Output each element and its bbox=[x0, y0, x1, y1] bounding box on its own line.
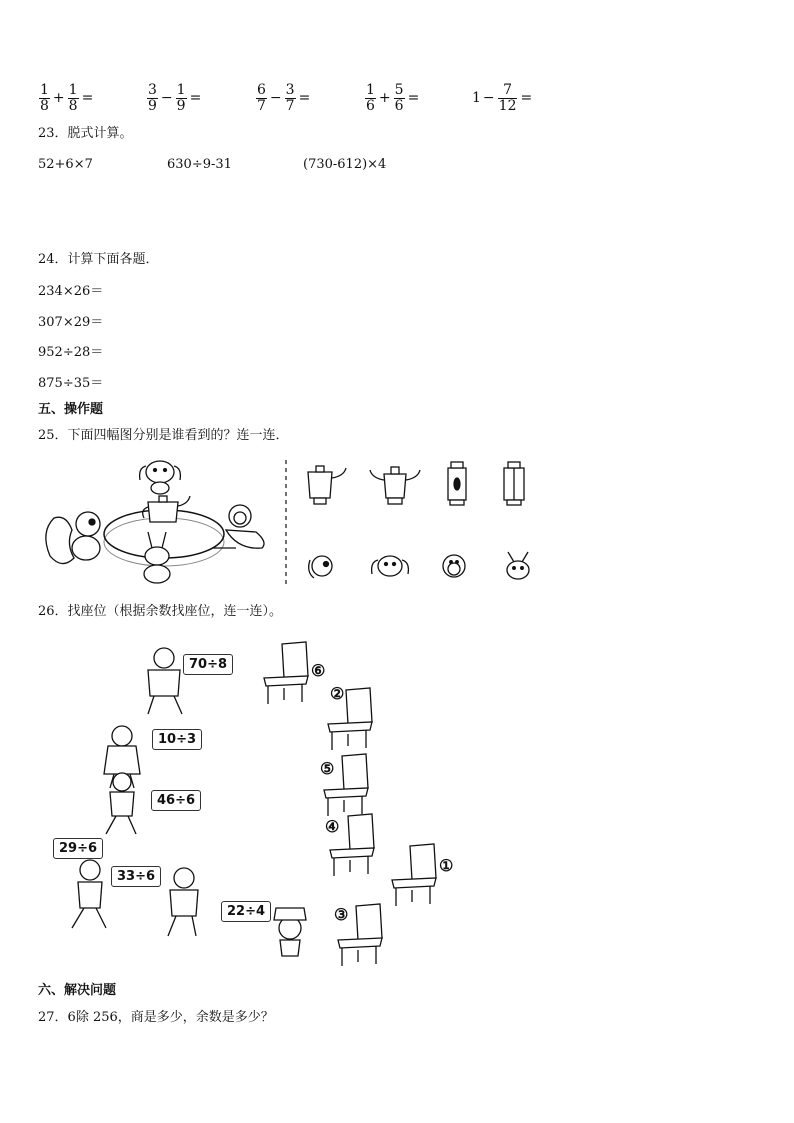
teapot-view-2-icon bbox=[370, 467, 420, 504]
denominator: 8 bbox=[40, 97, 49, 114]
fraction bbox=[176, 83, 187, 114]
numerator: 7 bbox=[503, 81, 513, 98]
fraction-expression bbox=[255, 76, 312, 120]
child-figure-3 bbox=[106, 773, 136, 834]
teapot-view-1-icon bbox=[308, 466, 346, 504]
monkey-icon bbox=[212, 505, 264, 548]
question-26-title: 26．找座位（根据余数找座位，连一连）。 bbox=[38, 604, 283, 619]
numerator: 1 bbox=[366, 81, 375, 98]
fraction bbox=[39, 83, 50, 114]
question-25-title: 25．下面四幅图分别是谁看到的？连一连． bbox=[38, 428, 289, 443]
teapot-on-table-icon bbox=[143, 496, 190, 522]
fraction-expression bbox=[364, 76, 421, 120]
denominator: 9 bbox=[148, 97, 157, 114]
q25-illustration bbox=[36, 452, 536, 592]
fraction-expression bbox=[146, 76, 203, 120]
numerator: 6 bbox=[257, 81, 266, 98]
question-24-item: 952÷28＝ bbox=[38, 345, 104, 360]
operator-sign: = bbox=[298, 90, 311, 106]
dog-icon bbox=[140, 461, 181, 494]
seat-number[interactable]: ② bbox=[330, 684, 345, 703]
fraction bbox=[256, 83, 267, 114]
monkey-head-icon bbox=[443, 555, 465, 577]
fraction bbox=[285, 83, 296, 114]
fraction bbox=[365, 83, 376, 114]
seat-number[interactable]: ① bbox=[439, 856, 454, 875]
chair-icon bbox=[264, 642, 308, 704]
numerator: 1 bbox=[40, 81, 49, 98]
whole-number: 1 bbox=[472, 90, 481, 106]
numerator: 3 bbox=[285, 81, 295, 98]
denominator: 12 bbox=[498, 97, 517, 114]
denominator: 7 bbox=[285, 97, 295, 114]
question-23-expr: 52+6×7 bbox=[38, 157, 93, 172]
division-card[interactable]: 10÷3 bbox=[152, 729, 202, 750]
fraction bbox=[68, 83, 79, 114]
section-6-heading: 六、解决问题 bbox=[38, 983, 117, 998]
denominator: 8 bbox=[68, 97, 78, 114]
denominator: 6 bbox=[366, 97, 375, 114]
question-24-item: 234×26＝ bbox=[38, 284, 104, 299]
teapot-view-4-icon bbox=[504, 462, 524, 505]
seat-number[interactable]: ③ bbox=[334, 905, 349, 924]
division-card[interactable]: 46÷6 bbox=[151, 790, 201, 811]
operator-sign: = bbox=[189, 90, 202, 106]
question-24-title: 24．计算下面各题． bbox=[38, 252, 159, 267]
seat-number[interactable]: ⑤ bbox=[320, 759, 335, 778]
question-23-title: 23．脱式计算。 bbox=[38, 126, 133, 141]
fraction-expression bbox=[472, 76, 534, 120]
numerator: 1 bbox=[176, 81, 186, 98]
denominator: 7 bbox=[257, 97, 266, 114]
fraction-exercise-row bbox=[0, 76, 794, 120]
fraction bbox=[394, 83, 405, 114]
rabbit-head-icon bbox=[507, 552, 529, 579]
question-24-item: 307×29＝ bbox=[38, 315, 104, 330]
child-figure-6 bbox=[274, 908, 306, 956]
numerator: 3 bbox=[148, 81, 157, 98]
teapot-view-3-icon bbox=[448, 462, 466, 505]
chair-icon bbox=[392, 844, 436, 906]
numerator: 1 bbox=[68, 81, 78, 98]
operator-sign: = bbox=[81, 90, 94, 106]
operator-sign: − bbox=[269, 90, 282, 106]
squirrel-icon bbox=[46, 512, 100, 564]
fraction-expression bbox=[38, 76, 95, 120]
division-card[interactable]: 33÷6 bbox=[111, 866, 161, 887]
denominator: 9 bbox=[176, 97, 186, 114]
operator-sign: − bbox=[160, 90, 173, 106]
question-24-item: 875÷35＝ bbox=[38, 376, 104, 391]
operator-sign: + bbox=[52, 90, 65, 106]
child-figure-4 bbox=[72, 860, 106, 928]
fraction bbox=[498, 83, 518, 114]
question-23-expr: (730-612)×4 bbox=[303, 157, 387, 172]
operator-sign: = bbox=[407, 90, 420, 106]
seat-number[interactable]: ⑥ bbox=[311, 661, 326, 680]
operator-sign: − bbox=[482, 90, 495, 106]
squirrel-head-icon bbox=[309, 556, 332, 578]
dog-head-icon bbox=[372, 556, 409, 576]
numerator: 5 bbox=[394, 81, 404, 98]
operator-sign: = bbox=[520, 90, 533, 106]
rabbit-icon bbox=[144, 532, 170, 583]
operator-sign: + bbox=[378, 90, 391, 106]
section-5-heading: 五、操作题 bbox=[38, 402, 104, 417]
denominator: 6 bbox=[394, 97, 404, 114]
division-card[interactable]: 22÷4 bbox=[221, 901, 271, 922]
child-figure-5 bbox=[168, 868, 198, 936]
child-figure-1 bbox=[148, 648, 182, 714]
question-23-expr: 630÷9-31 bbox=[167, 157, 232, 172]
division-card[interactable]: 29÷6 bbox=[53, 838, 103, 859]
seat-number[interactable]: ④ bbox=[325, 817, 340, 836]
fraction bbox=[147, 83, 158, 114]
question-27-title: 27．6除 256，商是多少，余数是多少？ bbox=[38, 1010, 274, 1025]
division-card[interactable]: 70÷8 bbox=[183, 654, 233, 675]
